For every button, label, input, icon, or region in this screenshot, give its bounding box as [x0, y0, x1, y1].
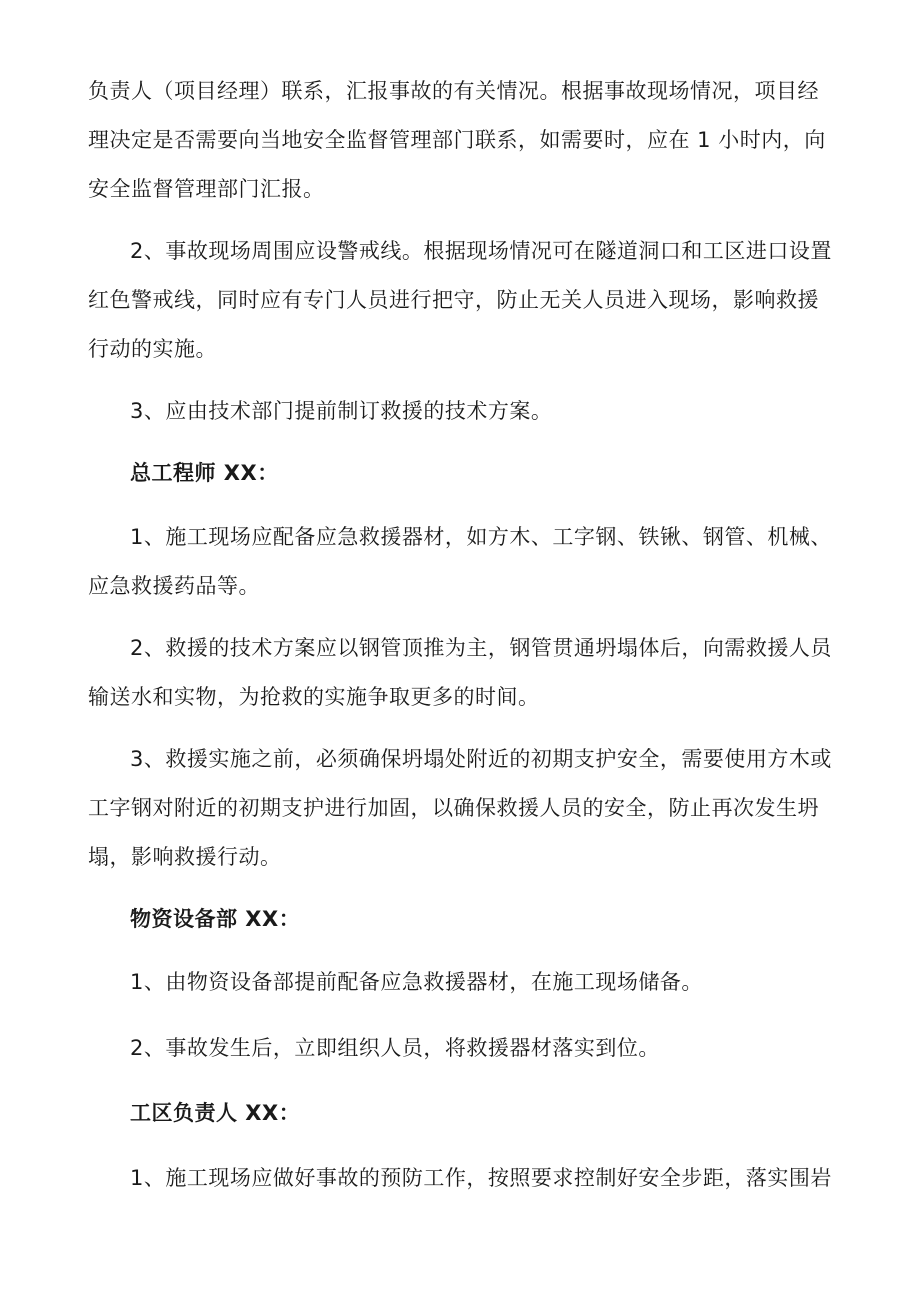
- paragraph-line: 安全监督管理部门汇报。: [88, 177, 325, 201]
- paragraph-line: 1、施工现场应做好事故的预防工作，按照要求控制好安全步距，落实围岩: [130, 1166, 832, 1190]
- paragraph-line: 负责人（项目经理）联系，汇报事故的有关情况。根据事故现场情况，项目经: [88, 79, 819, 103]
- section-heading-work-area-lead: 工区负责人 XX：: [130, 1101, 301, 1125]
- paragraph-line: 理决定是否需要向当地安全监督管理部门联系，如需要时，应在 1 小时内，向: [88, 128, 826, 152]
- paragraph-line: 红色警戒线，同时应有专门人员进行把守，防止无关人员进入现场，影响救援: [88, 288, 819, 312]
- section-heading-chief-engineer: 总工程师 XX：: [130, 461, 279, 485]
- paragraph-line: 1、施工现场应配备应急救援器材，如方木、工字钢、铁锹、钢管、机械、: [130, 525, 832, 549]
- paragraph-line: 1、由物资设备部提前配备应急救援器材，在施工现场储备。: [130, 970, 703, 994]
- paragraph-line: 2、事故现场周围应设警戒线。根据现场情况可在隧道洞口和工区进口设置: [130, 239, 832, 263]
- section-heading-materials-dept: 物资设备部 XX：: [130, 907, 301, 931]
- paragraph-line: 应急救援药品等。: [88, 574, 260, 598]
- paragraph-line: 3、应由技术部门提前制订救援的技术方案。: [130, 399, 553, 423]
- paragraph-line: 行动的实施。: [88, 337, 217, 361]
- paragraph-line: 塌，影响救援行动。: [88, 845, 282, 869]
- paragraph-line: 工字钢对附近的初期支护进行加固，以确保救援人员的安全，防止再次发生坍: [88, 796, 819, 820]
- paragraph-line: 2、事故发生后，立即组织人员，将救援器材落实到位。: [130, 1036, 660, 1060]
- paragraph-line: 3、救援实施之前，必须确保坍塌处附近的初期支护安全，需要使用方木或: [130, 747, 832, 771]
- paragraph-line: 输送水和实物，为抢救的实施争取更多的时间。: [88, 685, 540, 709]
- paragraph-line: 2、救援的技术方案应以钢管顶推为主，钢管贯通坍塌体后，向需救援人员: [130, 636, 832, 660]
